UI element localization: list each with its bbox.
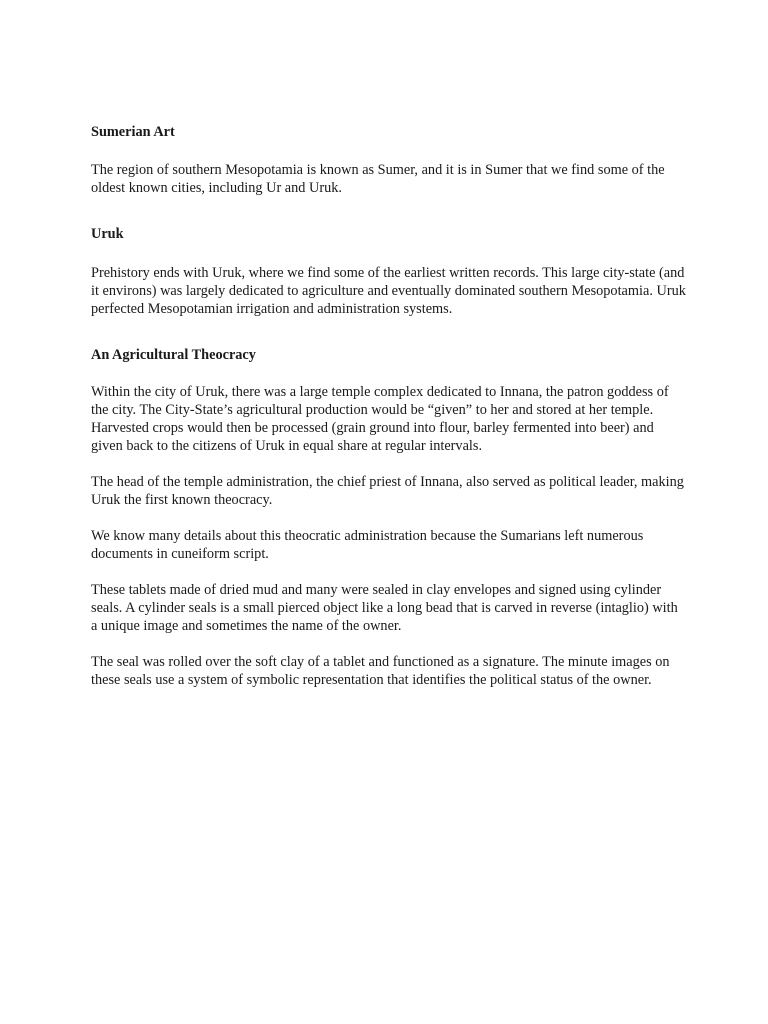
theocracy-paragraph: Within the city of Uruk, there was a large temple complex dedicated to Innana, the patron goddess of the city. The City-State’s agricultural production would be “given” to her and stored at her temple. Harvested crops would then be processed (grain ground into flour, barley fermented into beer) and given back to the citizens of Uruk in equal share at regular intervals. [91,384,669,454]
document-title: Sumerian Art [91,124,175,140]
section-heading-theocracy: An Agricultural Theocracy [91,347,256,363]
theocracy-paragraph: The seal was rolled over the soft clay of a tablet and functioned as a signature. The minute images on these seals use a system of symbolic representation that identifies the political status of the owner. [91,654,670,688]
uruk-paragraph: Prehistory ends with Uruk, where we find some of the earliest written records. This large city-state (and it environs) was largely dedicated to agriculture and eventually dominated southern Mesopotamia. Uruk perfected Mesopotamian irrigation and administration systems. [91,265,686,317]
theocracy-paragraph: These tablets made of dried mud and many were sealed in clay envelopes and signed using cylinder seals. A cylinder seals is a small pierced object like a long bead that is carved in reverse (intaglio) with a unique image and sometimes the name of the owner. [91,582,678,634]
document-page [91,120,687,689]
intro-paragraph: The region of southern Mesopotamia is known as Sumer, and it is in Sumer that we find some of the oldest known cities, including Ur and Uruk. [91,162,665,196]
section-heading-uruk: Uruk [91,226,124,242]
theocracy-paragraph: We know many details about this theocratic administration because the Sumarians left numerous documents in cuneiform script. [91,528,644,562]
theocracy-paragraph: The head of the temple administration, the chief priest of Innana, also served as political leader, making Uruk the first known theocracy. [91,474,684,508]
